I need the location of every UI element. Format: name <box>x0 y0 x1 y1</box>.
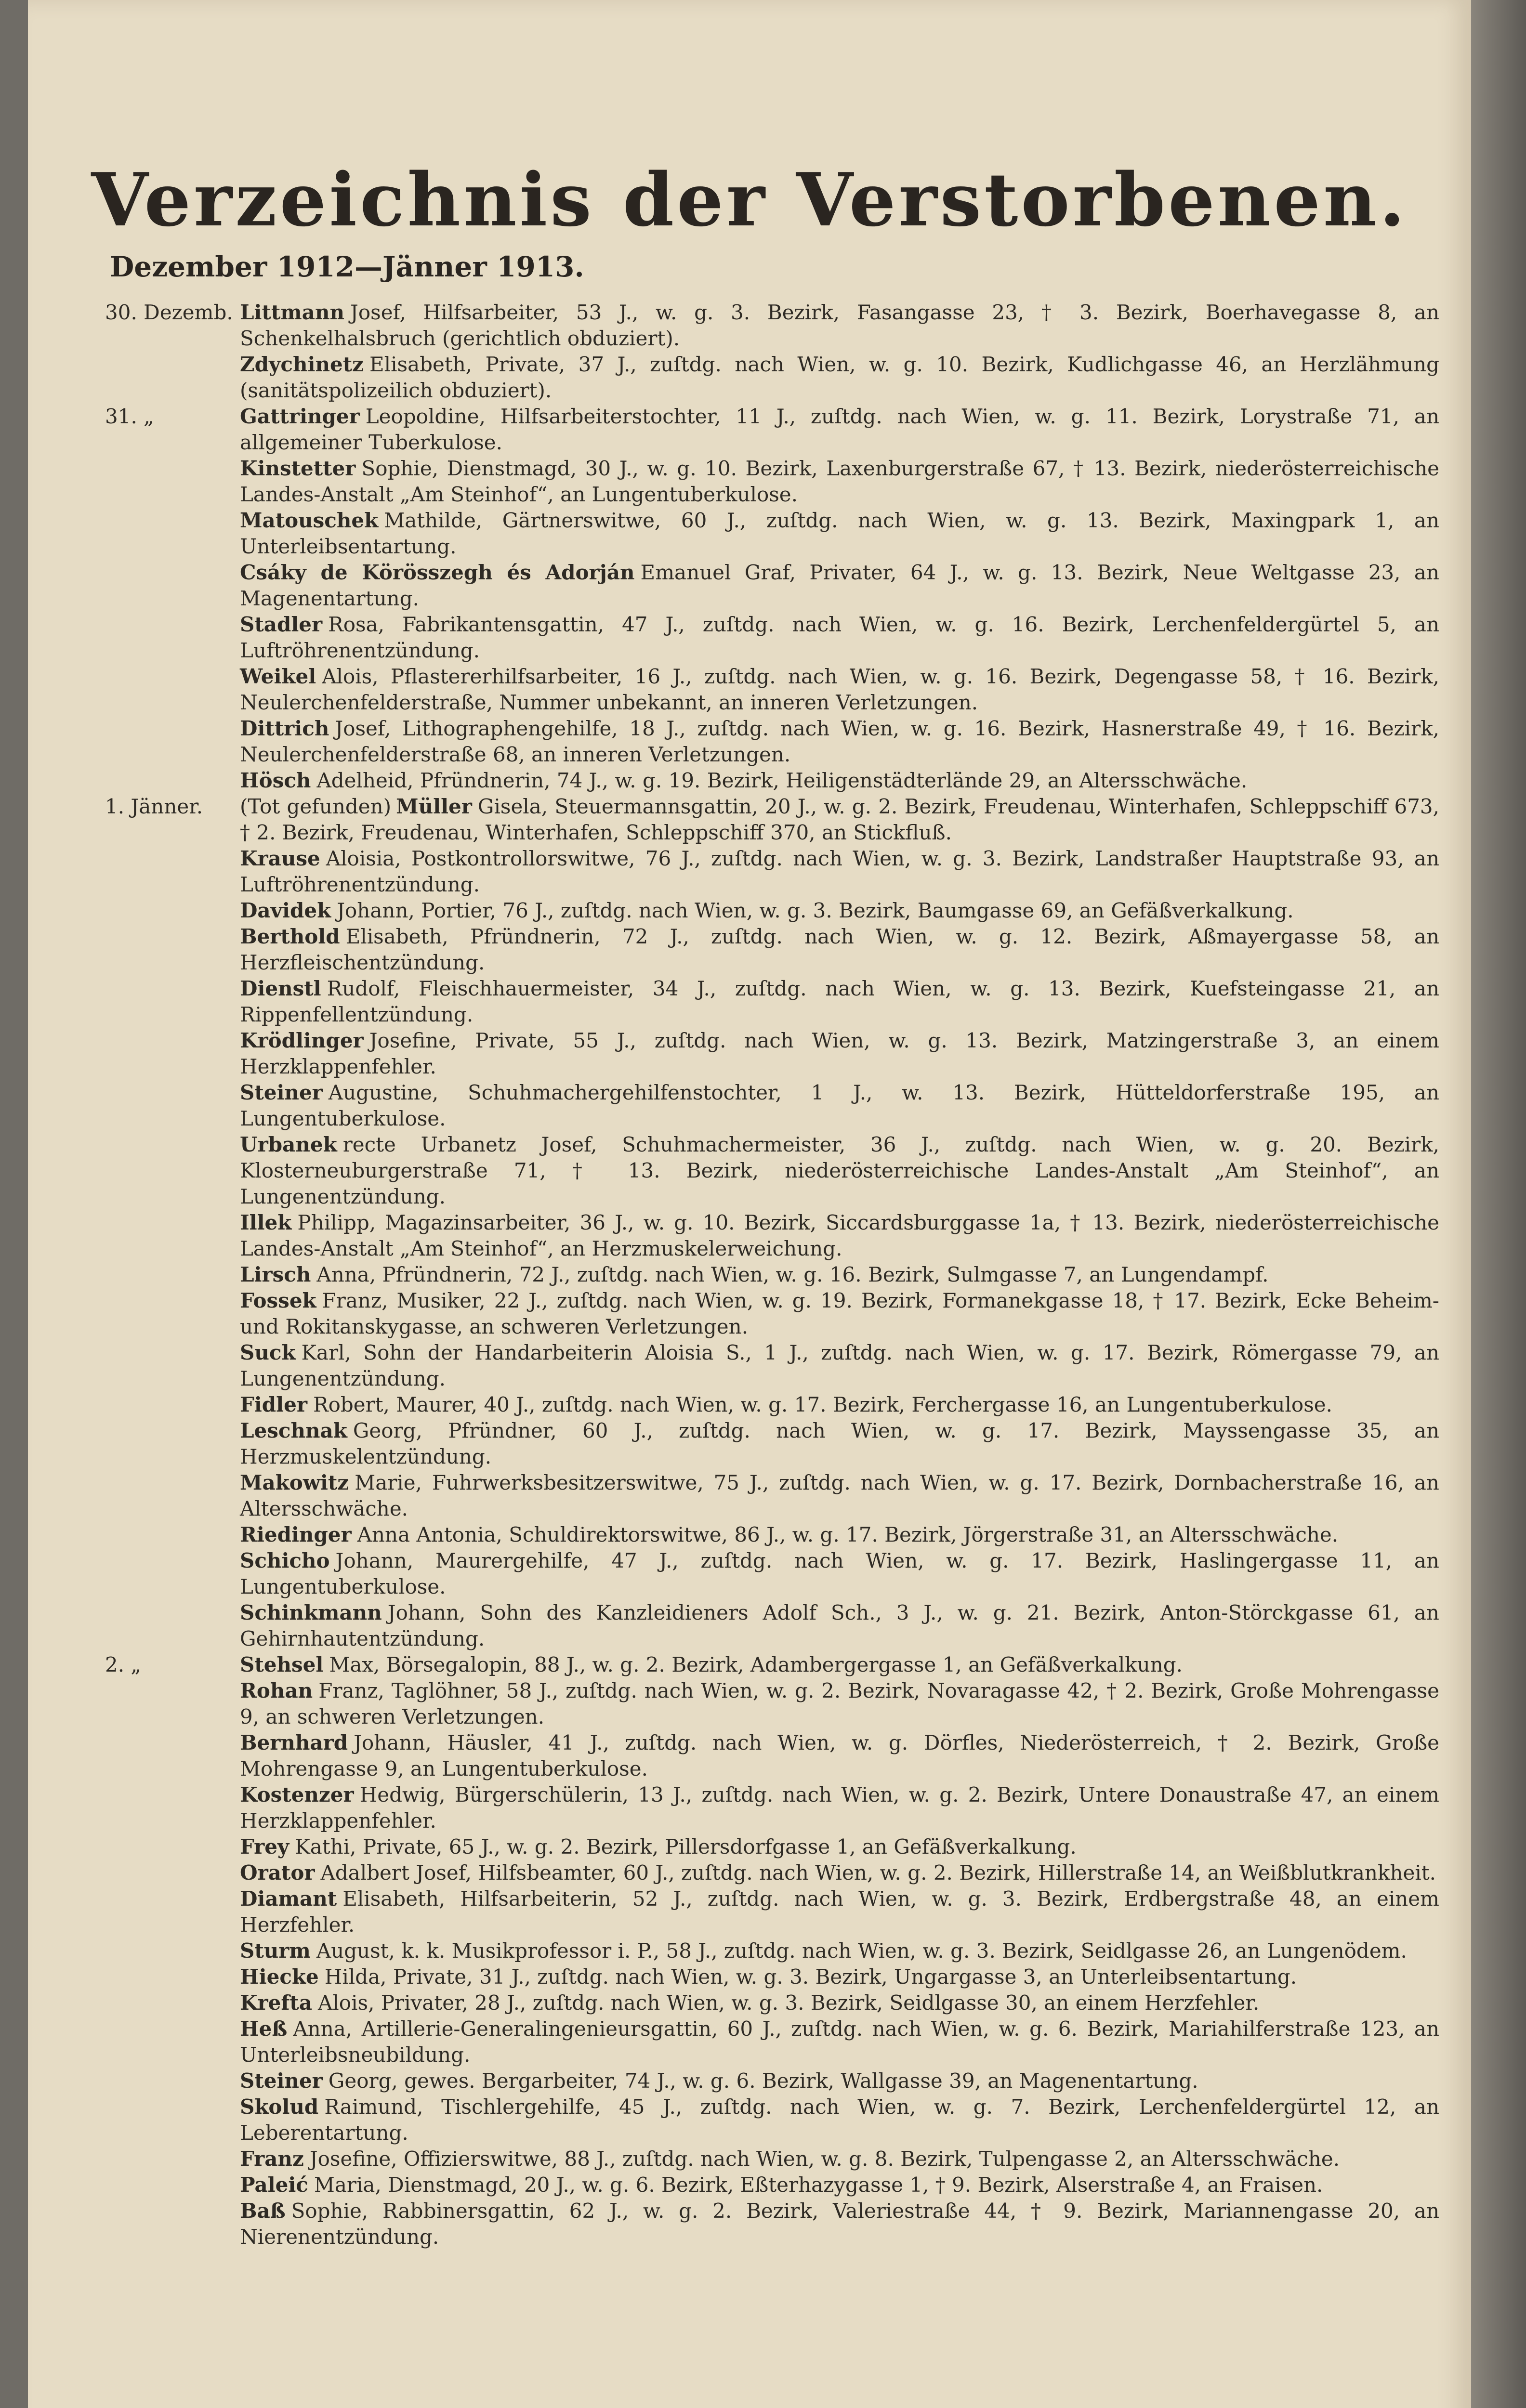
death-register-list <box>28 300 1471 2250</box>
entry-details: Robert, Maurer, 40 J., zuſtdg. nach Wien, w. g. 17. Bezirk, Ferchergasse 16, an Lungentuberkulose. <box>313 1393 1332 1416</box>
entry-surname: Bernhard <box>240 1731 348 1754</box>
page-edge <box>1471 0 1526 2408</box>
register-entry <box>28 846 1471 898</box>
register-entry <box>28 1548 1471 1600</box>
entry-text <box>240 560 1439 612</box>
entry-surname: Gattringer <box>240 405 360 428</box>
entry-details: Johann, Sohn des Kanzleidieners Adolf Sch., 3 J., w. g. 21. Bezirk, Anton-Störckgasse 61, an Gehirnhautentzündung. <box>240 1601 1439 1650</box>
entry-details: Raimund, Tischlergehilfe, 45 J., zuſtdg. nach Wien, w. g. 7. Bezirk, Lerchenfeldergürtel 12, an Leberentartung. <box>240 2095 1439 2145</box>
entry-surname: Lirsch <box>240 1263 311 1286</box>
entry-text <box>240 352 1439 404</box>
entry-details: Adalbert Josef, Hilfsbeamter, 60 J., zuſtdg. nach Wien, w. g. 2. Bezirk, Hillerstraße 14, an Weißblutkrankheit. <box>320 1861 1436 1885</box>
entry-text <box>240 300 1439 352</box>
entry-surname: Suck <box>240 1341 296 1364</box>
entry-text <box>240 1730 1439 1782</box>
register-entry <box>28 1678 1471 1730</box>
entry-details: Mathilde, Gärtnerswitwe, 60 J., zuſtdg. nach Wien, w. g. 13. Bezirk, Maxingpark 1, an Unterleibsentartung. <box>240 509 1439 558</box>
entry-text <box>240 508 1439 560</box>
register-entry <box>28 1132 1471 1210</box>
entry-surname: Paleić <box>240 2173 308 2197</box>
register-entry <box>28 2198 1471 2250</box>
register-entry <box>28 716 1471 768</box>
entry-details: Alois, Privater, 28 J., zuſtdg. nach Wien, w. g. 3. Bezirk, Seidlgasse 30, an einem Herzfehler. <box>318 1991 1260 2015</box>
entry-text <box>240 1470 1439 1522</box>
entry-surname: Dienstl <box>240 977 321 1000</box>
register-entry <box>28 1860 1471 1886</box>
register-entry <box>28 1288 1471 1340</box>
register-entry <box>28 1028 1471 1080</box>
entry-text <box>240 716 1439 768</box>
entry-surname: Schinkmann <box>240 1601 382 1624</box>
register-entry <box>28 404 1471 456</box>
entry-surname: Diamant <box>240 1887 337 1911</box>
entry-text <box>240 1132 1439 1210</box>
document-page <box>28 0 1471 2408</box>
entry-surname: Orator <box>240 1861 315 1885</box>
entry-text <box>240 612 1439 664</box>
entry-surname: Hösch <box>240 769 311 792</box>
entry-details: Sophie, Dienstmagd, 30 J., w. g. 10. Bezirk, Laxenburgerstraße 67, † 13. Bezirk, niederösterreichische Landes-Anstalt „Am Steinhof“, an Lungentuberkulose. <box>240 457 1439 506</box>
entry-surname: Matouschek <box>240 509 379 532</box>
entry-surname: Stehsel <box>240 1653 324 1676</box>
entry-details: Johann, Portier, 76 J., zuſtdg. nach Wien, w. g. 3. Bezirk, Baumgasse 69, an Gefäßverkalkung. <box>337 899 1294 922</box>
entry-text <box>240 2016 1439 2068</box>
register-entry <box>28 2094 1471 2146</box>
entry-text <box>240 1834 1439 1860</box>
entry-date: 2. „ <box>105 1653 142 1676</box>
entry-text <box>240 2094 1439 2146</box>
entry-details: August, k. k. Musikprofessor i. P., 58 J., zuſtdg. nach Wien, w. g. 3. Bezirk, Seidlgasse 26, an Lungenödem. <box>316 1939 1407 1963</box>
register-entry <box>28 1990 1471 2016</box>
entry-details: Marie, Fuhrwerksbesitzerswitwe, 75 J., zuſtdg. nach Wien, w. g. 17. Bezirk, Dornbacherstraße 16, an Altersschwäche. <box>240 1471 1439 1520</box>
entry-text <box>240 1028 1439 1080</box>
entry-surname: Krefta <box>240 1991 313 2015</box>
register-entry <box>28 1210 1471 1262</box>
entry-details: Anna, Pfründnerin, 72 J., zuſtdg. nach Wien, w. g. 16. Bezirk, Sulmgasse 7, an Lungendampf. <box>316 1263 1269 1286</box>
entry-text <box>240 404 1439 456</box>
register-entry <box>28 1834 1471 1860</box>
entry-surname: Schicho <box>240 1549 330 1572</box>
entry-text <box>240 1262 1439 1288</box>
entry-text <box>240 1782 1439 1834</box>
register-entry <box>28 1262 1471 1288</box>
register-entry <box>28 898 1471 924</box>
register-entry <box>28 1938 1471 1964</box>
register-entry <box>28 2146 1471 2172</box>
entry-details: Hedwig, Bürgerschülerin, 13 J., zuſtdg. nach Wien, w. g. 2. Bezirk, Untere Donaustraße 47, an einem Herzklappenfehler. <box>240 1783 1439 1832</box>
entry-surname: Csáky de Körösszegh és Adorján <box>240 561 635 584</box>
register-entry <box>28 768 1471 794</box>
entry-details: Johann, Häusler, 41 J., zuſtdg. nach Wien, w. g. Dörfles, Niederösterreich, † 2. Bezirk, Große Mohrengasse 9, an Lungentuberkulose. <box>240 1731 1439 1780</box>
register-entry <box>28 508 1471 560</box>
entry-details: Josefine, Private, 55 J., zuſtdg. nach Wien, w. g. 13. Bezirk, Matzingerstraße 3, an einem Herzklappenfehler. <box>240 1029 1439 1078</box>
entry-text <box>240 1886 1439 1938</box>
entry-surname: Skolud <box>240 2095 319 2119</box>
entry-text <box>240 1860 1439 1886</box>
register-entry <box>28 1522 1471 1548</box>
entry-surname: Illek <box>240 1211 292 1234</box>
entry-surname: Makowitz <box>240 1471 349 1494</box>
entry-text <box>240 1678 1439 1730</box>
entry-surname: Franz <box>240 2147 304 2171</box>
entry-text <box>240 1964 1439 1990</box>
entry-details: Maria, Dienstmagd, 20 J., w. g. 6. Bezirk, Eßterhazygasse 1, † 9. Bezirk, Alserstraße 4, an Fraisen. <box>314 2173 1323 2197</box>
entry-surname: Littmann <box>240 301 345 324</box>
entry-surname: Kinstetter <box>240 457 356 480</box>
entry-date: 31. „ <box>105 405 154 428</box>
register-entry <box>28 664 1471 716</box>
entry-details: Georg, gewes. Bergarbeiter, 74 J., w. g. 6. Bezirk, Wallgasse 39, an Magenentartung. <box>328 2069 1198 2093</box>
entry-details: Aloisia, Postkontrollorswitwe, 76 J., zuſtdg. nach Wien, w. g. 3. Bezirk, Landstraßer Hauptstraße 93, an Luftröhrenentzündung. <box>240 847 1439 896</box>
register-entry <box>28 2016 1471 2068</box>
entry-details: Elisabeth, Private, 37 J., zuſtdg. nach Wien, w. g. 10. Bezirk, Kudlichgasse 46, an Herzlähmung (sanitätspolizeilich obduziert). <box>240 353 1439 402</box>
entry-details: Leopoldine, Hilfsarbeiterstochter, 11 J., zuſtdg. nach Wien, w. g. 11. Bezirk, Lorystraße 71, an allgemeiner Tuberkulose. <box>240 405 1439 454</box>
entry-surname: Krause <box>240 847 320 870</box>
entry-surname: Weikel <box>240 665 316 688</box>
entry-text <box>240 1548 1439 1600</box>
entry-details: Josefine, Offizierswitwe, 88 J., zuſtdg. nach Wien, w. g. 8. Bezirk, Tulpengasse 2, an Altersschwäche. <box>309 2147 1340 2171</box>
entry-surname: Kostenzer <box>240 1783 354 1806</box>
entry-text <box>240 794 1439 846</box>
entry-surname: Steiner <box>240 1081 323 1104</box>
entry-surname: Heß <box>240 2017 288 2041</box>
entry-text <box>240 1990 1439 2016</box>
register-entry <box>28 1886 1471 1938</box>
entry-text <box>240 2172 1439 2198</box>
entry-details: Johann, Maurergehilfe, 47 J., zuſtdg. nach Wien, w. g. 17. Bezirk, Haslingergasse 11, an Lungentuberkulose. <box>240 1549 1439 1598</box>
entry-details: Max, Börsegalopin, 88 J., w. g. 2. Bezirk, Adambergergasse 1, an Gefäßverkalkung. <box>329 1653 1183 1676</box>
entry-surname: Frey <box>240 1835 289 1858</box>
register-entry <box>28 1782 1471 1834</box>
entry-details: Franz, Taglöhner, 58 J., zuſtdg. nach Wien, w. g. 2. Bezirk, Novaragasse 42, † 2. Bezirk, Große Mohrengasse 9, an schweren Verletzungen. <box>240 1679 1439 1728</box>
register-entry <box>28 456 1471 508</box>
entry-surname: Zdychinetz <box>240 353 364 376</box>
entry-text <box>240 1938 1439 1964</box>
entry-details: Elisabeth, Pfründnerin, 72 J., zuſtdg. nach Wien, w. g. 12. Bezirk, Aßmayergasse 58, an Herzfleischentzündung. <box>240 925 1439 974</box>
register-entry <box>28 1600 1471 1652</box>
register-entry <box>28 1392 1471 1418</box>
entry-text <box>240 1652 1439 1678</box>
register-entry <box>28 1340 1471 1392</box>
entry-details: Augustine, Schuhmachergehilfenstochter, 1 J., w. 13. Bezirk, Hütteldorferstraße 195, an Lungentuberkulose. <box>240 1081 1439 1130</box>
entry-surname: Stadler <box>240 613 323 636</box>
entry-details: Josef, Hilfsarbeiter, 53 J., w. g. 3. Bezirk, Fasangasse 23, † 3. Bezirk, Boerhavegasse 8, an Schenkelhalsbruch (gerichtlich obduziert). <box>240 301 1439 350</box>
entry-details: Adelheid, Pfründnerin, 74 J., w. g. 19. Bezirk, Heiligenstädterlände 29, an Altersschwäche. <box>316 769 1248 792</box>
entry-text <box>240 976 1439 1028</box>
register-entry <box>28 612 1471 664</box>
entry-details: Gisela, Steuermannsgattin, 20 J., w. g. 2. Bezirk, Freudenau, Winterhafen, Schleppschiff 673, † 2. Bezirk, Freudenau, Winterhafen, Schleppschiff 370, an Stickfluß. <box>240 795 1440 844</box>
entry-details: Anna, Artillerie-Generalingenieursgattin, 60 J., zuſtdg. nach Wien, w. g. 6. Bezirk, Mariahilferstraße 123, an Unterleibsneubildung. <box>240 2017 1439 2067</box>
register-entry <box>28 2068 1471 2094</box>
entry-text <box>240 2068 1439 2094</box>
register-entry <box>28 2172 1471 2198</box>
entry-text <box>240 1340 1439 1392</box>
entry-surname: Baß <box>240 2199 286 2223</box>
entry-details: Rudolf, Fleischhauermeister, 34 J., zuſtdg. nach Wien, w. g. 13. Bezirk, Kuefsteingasse 21, an Rippenfellentzündung. <box>240 977 1439 1026</box>
entry-text <box>240 768 1439 794</box>
entry-surname: Fidler <box>240 1393 307 1416</box>
entry-details: Kathi, Private, 65 J., w. g. 2. Bezirk, Pillersdorfgasse 1, an Gefäßverkalkung. <box>295 1835 1077 1858</box>
entry-details: Rosa, Fabrikantensgattin, 47 J., zuſtdg. nach Wien, w. g. 16. Bezirk, Lerchenfeldergürtel 5, an Luftröhrenentzündung. <box>240 613 1439 662</box>
register-entry <box>28 1080 1471 1132</box>
register-entry <box>28 794 1471 846</box>
entry-surname: Müller <box>396 795 472 818</box>
register-entry <box>28 1470 1471 1522</box>
entry-surname: Berthold <box>240 925 340 948</box>
entry-surname: Riedinger <box>240 1523 352 1546</box>
register-entry <box>28 560 1471 612</box>
entry-details: Anna Antonia, Schuldirektorswitwe, 86 J., w. g. 17. Bezirk, Jörgerstraße 31, an Altersschwäche. <box>357 1523 1339 1546</box>
register-entry <box>28 1730 1471 1782</box>
page-title: Verzeichnis der Verstorbenen. <box>91 157 1408 243</box>
entry-text <box>240 456 1439 508</box>
entry-text <box>240 1288 1439 1340</box>
entry-details: Elisabeth, Hilfsarbeiterin, 52 J., zuſtdg. nach Wien, w. g. 3. Bezirk, Erdbergstraße 48, an einem Herzfehler. <box>240 1887 1439 1937</box>
entry-text <box>240 1600 1439 1652</box>
entry-text <box>240 1522 1439 1548</box>
entry-text <box>240 898 1439 924</box>
entry-surname: Dittrich <box>240 717 329 740</box>
register-entry <box>28 1652 1471 1678</box>
entry-details: Hilda, Private, 31 J., zuſtdg. nach Wien, w. g. 3. Bezirk, Ungargasse 3, an Unterleibsentartung. <box>324 1965 1297 1989</box>
register-entry <box>28 976 1471 1028</box>
register-entry <box>28 352 1471 404</box>
entry-details: Franz, Musiker, 22 J., zuſtdg. nach Wien, w. g. 19. Bezirk, Formanekgasse 18, † 17. Bezirk, Ecke Beheim- und Rokitanskygasse, an schweren Verletzungen. <box>240 1289 1439 1338</box>
register-entry <box>28 300 1471 352</box>
entry-details: Josef, Lithographengehilfe, 18 J., zuſtdg. nach Wien, w. g. 16. Bezirk, Hasnerstraße 49, † 16. Bezirk, Neulerchenfelderstraße 68, an inneren Verletzungen. <box>240 717 1439 766</box>
register-entry <box>28 924 1471 976</box>
entry-surname: Urbanek <box>240 1133 337 1156</box>
page-subtitle: Dezember 1912—Jänner 1913. <box>110 250 584 283</box>
entry-details: recte Urbanetz Josef, Schuhmachermeister, 36 J., zuſtdg. nach Wien, w. g. 20. Bezirk, Klosterneuburgerstraße 71, † 13. Bezirk, niederösterreichische Landes-Anstalt „Am Steinhof“, an Lungenentzündung. <box>240 1133 1439 1208</box>
entry-surname: Leschnak <box>240 1419 347 1442</box>
entry-surname: Rohan <box>240 1679 313 1702</box>
entry-text <box>240 1080 1439 1132</box>
entry-details: Sophie, Rabbinersgattin, 62 J., w. g. 2. Bezirk, Valeriestraße 44, † 9. Bezirk, Mariannengasse 20, an Nierenentzündung. <box>240 2199 1439 2249</box>
entry-text <box>240 1418 1439 1470</box>
register-entry <box>28 1964 1471 1990</box>
entry-text <box>240 846 1439 898</box>
entry-text <box>240 924 1439 976</box>
entry-text <box>240 2198 1439 2250</box>
entry-details: Georg, Pfründner, 60 J., zuſtdg. nach Wien, w. g. 17. Bezirk, Mayssengasse 35, an Herzmuskelentzündung. <box>240 1419 1439 1468</box>
entry-surname: Davidek <box>240 899 331 922</box>
entry-text <box>240 2146 1439 2172</box>
entry-text <box>240 1392 1439 1418</box>
entry-details: Alois, Pflastererhilfsarbeiter, 16 J., zuſtdg. nach Wien, w. g. 16. Bezirk, Degengasse 58, † 16. Bezirk, Neulerchenfelderstraße, Nummer unbekannt, an inneren Verletzungen. <box>240 665 1439 714</box>
entry-surname: Sturm <box>240 1939 311 1963</box>
entry-prefix: (Tot gefunden) <box>240 795 392 818</box>
entry-text <box>240 664 1439 716</box>
entry-date: 1. Jänner. <box>105 795 203 818</box>
entry-surname: Steiner <box>240 2069 323 2093</box>
entry-surname: Krödlinger <box>240 1029 364 1052</box>
entry-details: Karl, Sohn der Handarbeiterin Aloisia S., 1 J., zuſtdg. nach Wien, w. g. 17. Bezirk, Römergasse 79, an Lungenentzündung. <box>240 1341 1439 1390</box>
entry-details: Philipp, Magazinsarbeiter, 36 J., w. g. 10. Bezirk, Siccardsburggasse 1a, † 13. Bezirk, niederösterreichische Landes-Anstalt „Am Steinhof“, an Herzmuskelerweichung. <box>240 1211 1439 1260</box>
entry-details: Emanuel Graf, Privater, 64 J., w. g. 13. Bezirk, Neue Weltgasse 23, an Magenentartung. <box>240 561 1439 610</box>
register-entry <box>28 1418 1471 1470</box>
entry-date: 30. Dezemb. <box>105 301 233 324</box>
entry-surname: Hiecke <box>240 1965 319 1989</box>
entry-surname: Fossek <box>240 1289 316 1312</box>
entry-text <box>240 1210 1439 1262</box>
